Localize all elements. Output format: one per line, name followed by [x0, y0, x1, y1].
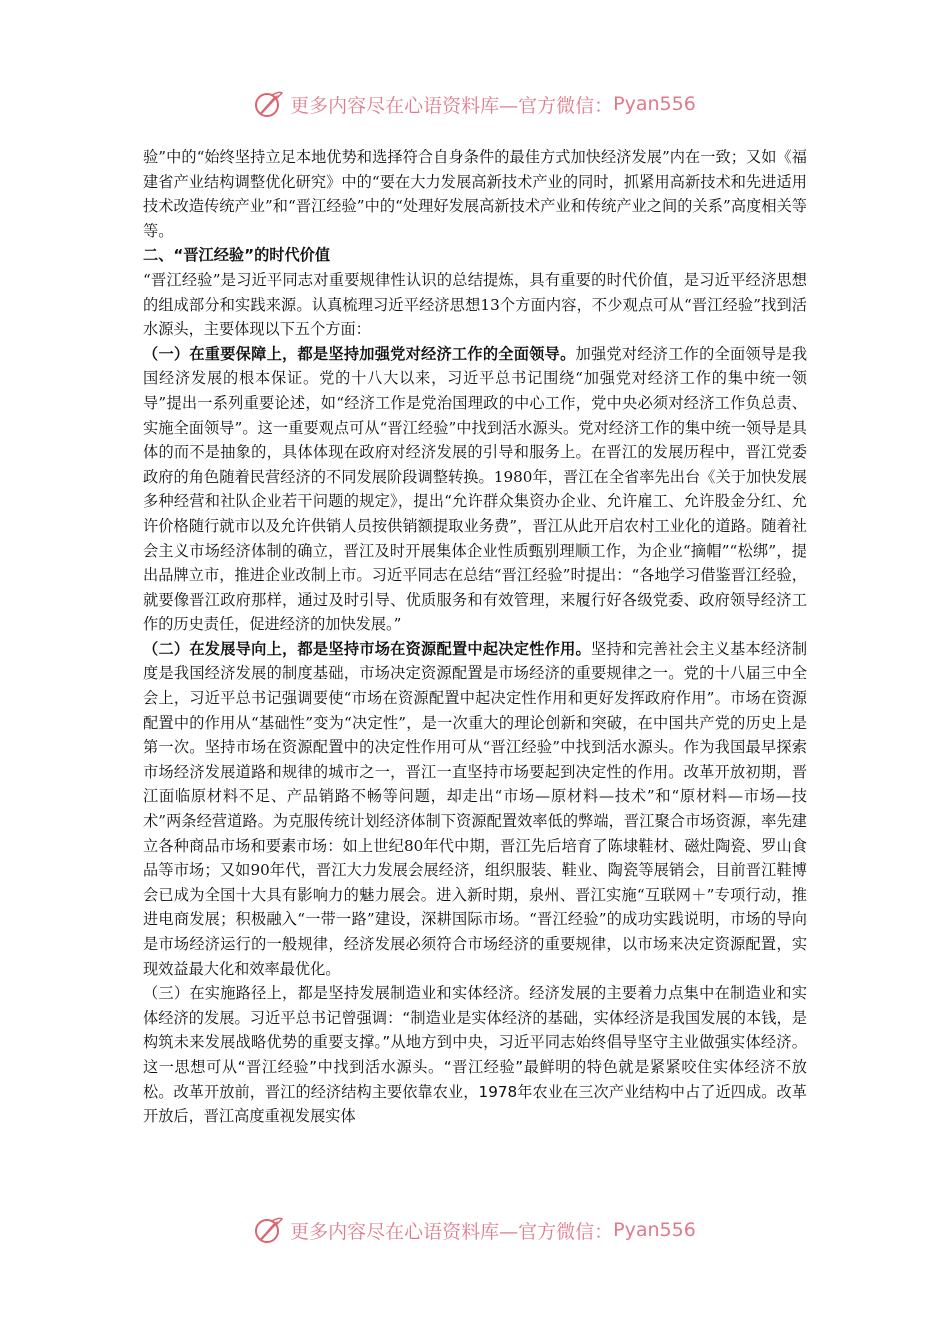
banner-text: 更多内容尽在心语资料库—官方微信：	[290, 94, 614, 117]
banner-wechat-id: Pyan556	[613, 93, 696, 115]
pen-logo-icon	[254, 1215, 284, 1245]
header-banner	[0, 84, 950, 124]
section-2-body: 坚持和完善社会主义基本经济制度是我国经济发展的制度基础，市场决定资源配置是市场经济的重要规律之一。党的十八届三中全会上，习近平总书记强调要使“市场在资源配置中起决定性作用和更好发挥政府作用”。市场在资源配置中的作用从“基础性”变为“决定性”，是一次重大的理论创新和突破，在中国共产党的历史上是第一次。坚持市场在资源配置中的决定性作用可从“晋江经验”中找到活水源头。作为我国最早探索市场经济发展道路和规律的城市之一，晋江一直坚持市场要起到决定性的作用。改革开放初期，晋江面临原材料不足、产品销路不畅等问题，却走出“市场—原材料—技术”和“原材料—市场—技术”两条经营道路。为克服传统计划经济体制下资源配置效率低的弊端，晋江聚合市场资源，率先建立各种商品市场和要素市场：如上世纪80年代中期，晋江先后培育了陈埭鞋材、磁灶陶瓷、罗山食品等市场；又如90年代，晋江大力发展会展经济，组织服装、鞋业、陶瓷等展销会，目前晋江鞋博会已成为全国十大具有影响力的魅力展会。进入新时期，泉州、晋江实施“互联网＋”专项行动，推进电商发展；积极融入“一带一路”建设，深耕国际市场。“晋江经验”的成功实践说明，市场的导向是市场经济运行的一般规律，经济发展必须符合市场经济的重要规律，以市场来决定资源配置，实现效益最大化和效率最优化。	[143, 639, 808, 978]
paragraph-section-3	[143, 981, 807, 1129]
section-1-body: 加强党对经济工作的全面领导是我国经济发展的根本保证。党的十八大以来，习近平总书记围绕“加强党对经济工作的集中统一领导”提出一系列重要论述，如“经济工作是党治国理政的中心工作，党中央必须对经济工作负总责、实施全面领导”。这一重要观点可从“晋江经验”中找到活水源头。党对经济工作的集中统一领导是具体的而不是抽象的，具体体现在政府对经济发展的引导和服务上。在晋江的发展历程中，晋江党委政府的角色随着民营经济的不同发展阶段调整转换。1980年，晋江在全省率先出台《关于加快发展多种经营和社队企业若干问题的规定》，提出“允许群众集资办企业、允许雇工、允许股金分红、允许价格随行就市以及允许供销人员按供销额提取业务费”，晋江从此开启农村工业化的道路。随着社会主义市场经济体制的确立，晋江及时开展集体企业性质甄别理顺工作，为企业“摘帽”“松绑”，提出品牌立市，推进企业改制上市。习近平同志在总结“晋江经验”时提出：“各地学习借鉴晋江经验，就要像晋江政府那样，通过及时引导、优质服务和有效管理，来履行好各级党委、政府领导经济工作的历史责任，促进经济的加快发展。”	[143, 344, 808, 634]
section-1-lead: （一）在重要保障上，都是坚持加强党对经济工作的全面领导。	[143, 344, 576, 363]
paragraph-section-2	[143, 637, 807, 981]
paragraph-section-1	[143, 342, 807, 637]
paragraph-continued: 验”中的“始终坚持立足本地优势和选择符合自身条件的最佳方式加快经济发展”内在一致；又如《福建省产业结构调整优化研究》中的“要在大力发展高新技术产业的同时，抓紧用高新技术和先进适用技术改造传统产业”和“晋江经验”中的“处理好发展高新技术产业和传统产业之间的关系”高度相关等等。	[143, 148, 807, 240]
pen-logo-icon	[254, 89, 284, 119]
banner-text: 更多内容尽在心语资料库—官方微信：	[290, 1220, 614, 1243]
footer-banner	[0, 1210, 950, 1250]
section-3-lead: （三）在实施路径上，都是坚持发展制造业和实体经济。	[143, 984, 530, 1003]
banner-wechat-id: Pyan556	[613, 1219, 696, 1241]
section-heading: 二、“晋江经验”的时代价值	[143, 246, 331, 265]
document-body	[143, 145, 807, 1129]
section-3-body: 经济发展的主要着力点集中在制造业和实体经济的发展。习近平总书记曾强调：“制造业是实体经济的基础，实体经济是我国发展的本钱，是构筑未来发展战略优势的重要支撑。”从地方到中央，习近平同志始终倡导坚守主业做强实体经济。这一思想可从“晋江经验”中找到活水源头。“晋江经验”最鲜明的特色就是紧紧咬住实体经济不放松。改革开放前，晋江的经济结构主要依靠农业，1978年农业在三次产业结构中占了近四成。改革开放后，晋江高度重视发展实体	[143, 984, 808, 1126]
paragraph-intro: “晋江经验”是习近平同志对重要规律性认识的总结提炼，具有重要的时代价值，是习近平经济思想的组成部分和实践来源。认真梳理习近平经济思想13个方面内容，不少观点可从“晋江经验”找到活水源头，主要体现以下五个方面：	[143, 270, 807, 339]
section-2-lead: （二）在发展导向上，都是坚持市场在资源配置中起决定性作用。	[143, 639, 591, 658]
